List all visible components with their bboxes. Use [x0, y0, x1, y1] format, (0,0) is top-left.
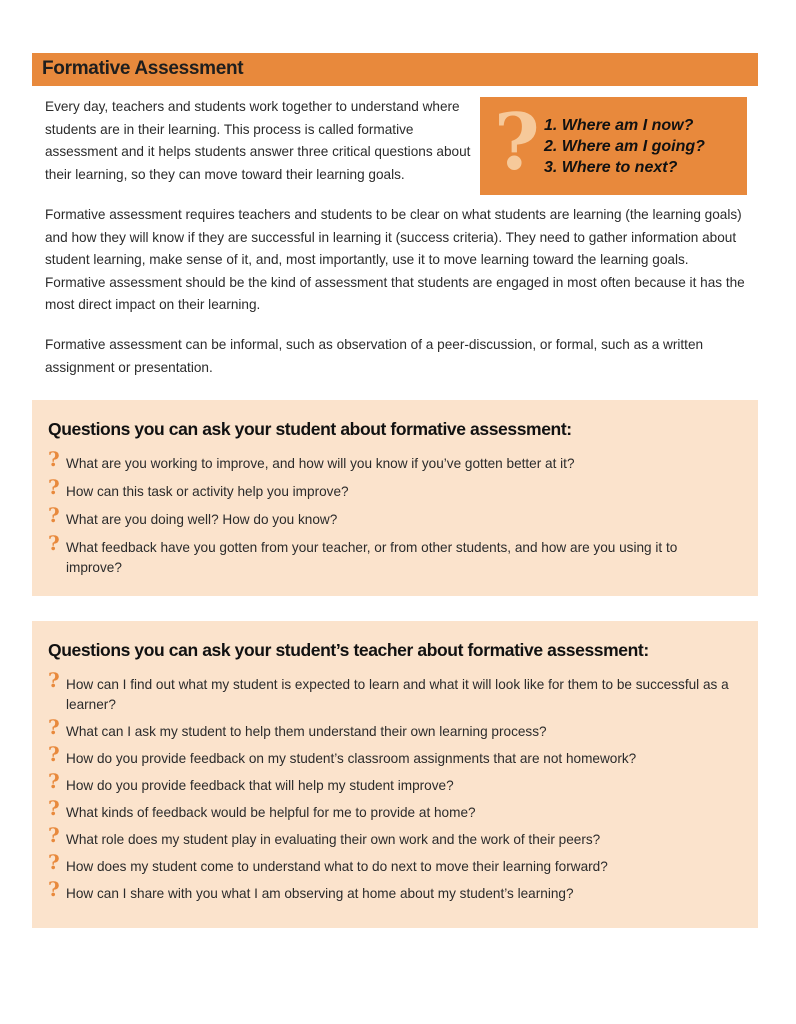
question-mark-icon: ?	[48, 796, 60, 820]
list-item: ? What can I ask my student to help them understand their own learning process?	[48, 715, 547, 739]
body-paragraph: Formative assessment can be informal, such as observation of a peer-discussion, or formal, such as a written assignment or presentation.	[45, 337, 704, 375]
intro-paragraph: Every day, teachers and students work together to understand where students are in their learning. This process is called formative assessment and it helps students answer three critical questions about their learning, so they can move toward their learning goals.	[45, 99, 471, 182]
question-mark-icon: ?	[48, 769, 60, 793]
question-mark-icon: ?	[48, 447, 60, 471]
list-item: ? What kinds of feedback would be helpful for me to provide at home?	[48, 796, 476, 820]
teacher-questions-heading: Questions you can ask your student’s teacher about formative assessment:	[48, 640, 649, 660]
key-question: 3. Where to next?	[544, 159, 678, 176]
list-item: ? What feedback have you gotten from your teacher, or from other students, and how are you using it to improve?	[48, 531, 678, 575]
question-mark-icon: ?	[48, 503, 60, 527]
question-mark-icon: ?	[48, 823, 60, 847]
student-questions-heading: Questions you can ask your student about formative assessment:	[48, 419, 572, 439]
question-mark-icon: ?	[48, 742, 60, 766]
question-mark-icon: ?	[48, 877, 60, 901]
teacher-questions-box	[32, 621, 758, 928]
key-question: 1. Where am I now?	[544, 117, 694, 134]
list-item: ? How can this task or activity help you improve?	[48, 475, 349, 499]
student-questions-list	[48, 447, 748, 578]
list-item: ? How can I find out what my student is expected to learn and what it will look like for them to be successful as a learner?	[48, 668, 729, 712]
list-item: ? How does my student come to understand what to do next to move their learning forward?	[48, 850, 608, 874]
question-mark-icon: ?	[48, 475, 60, 499]
key-questions-callout	[480, 97, 747, 195]
student-questions-box	[32, 400, 758, 596]
list-item: ? How can I share with you what I am observing at home about my student’s learning?	[48, 877, 574, 901]
teacher-questions-list	[48, 668, 748, 904]
section-header-bar	[32, 53, 758, 86]
key-questions-list	[544, 115, 705, 178]
question-mark-icon: ?	[48, 668, 60, 692]
question-mark-icon: ?	[48, 850, 60, 874]
key-question: 2. Where am I going?	[544, 138, 705, 155]
list-item: ? How do you provide feedback that will help my student improve?	[48, 769, 454, 793]
question-mark-icon: ?	[48, 715, 60, 739]
list-item: ? How do you provide feedback on my student’s classroom assignments that are not homework?	[48, 742, 637, 766]
page-title: Formative Assessment	[42, 58, 244, 79]
question-mark-icon: ?	[494, 97, 540, 188]
list-item: ? What are you doing well? How do you know?	[48, 503, 338, 527]
list-item: ? What are you working to improve, and how will you know if you’ve gotten better at it?	[48, 447, 575, 471]
list-item: ? What role does my student play in evaluating their own work and the work of their peers?	[48, 823, 601, 847]
body-paragraph: Formative assessment requires teachers and students to be clear on what students are learning (the learning goals) and how they will know if they are successful in learning it (success criteria). They need to gather information about student learning, make sense of it, and, most importantly, use it to move learning toward the learning goals. Formative assessment should be the kind of assessment that students are engaged in most often because it has the most direct impact on their learning.	[45, 207, 745, 312]
question-mark-icon: ?	[48, 531, 60, 555]
